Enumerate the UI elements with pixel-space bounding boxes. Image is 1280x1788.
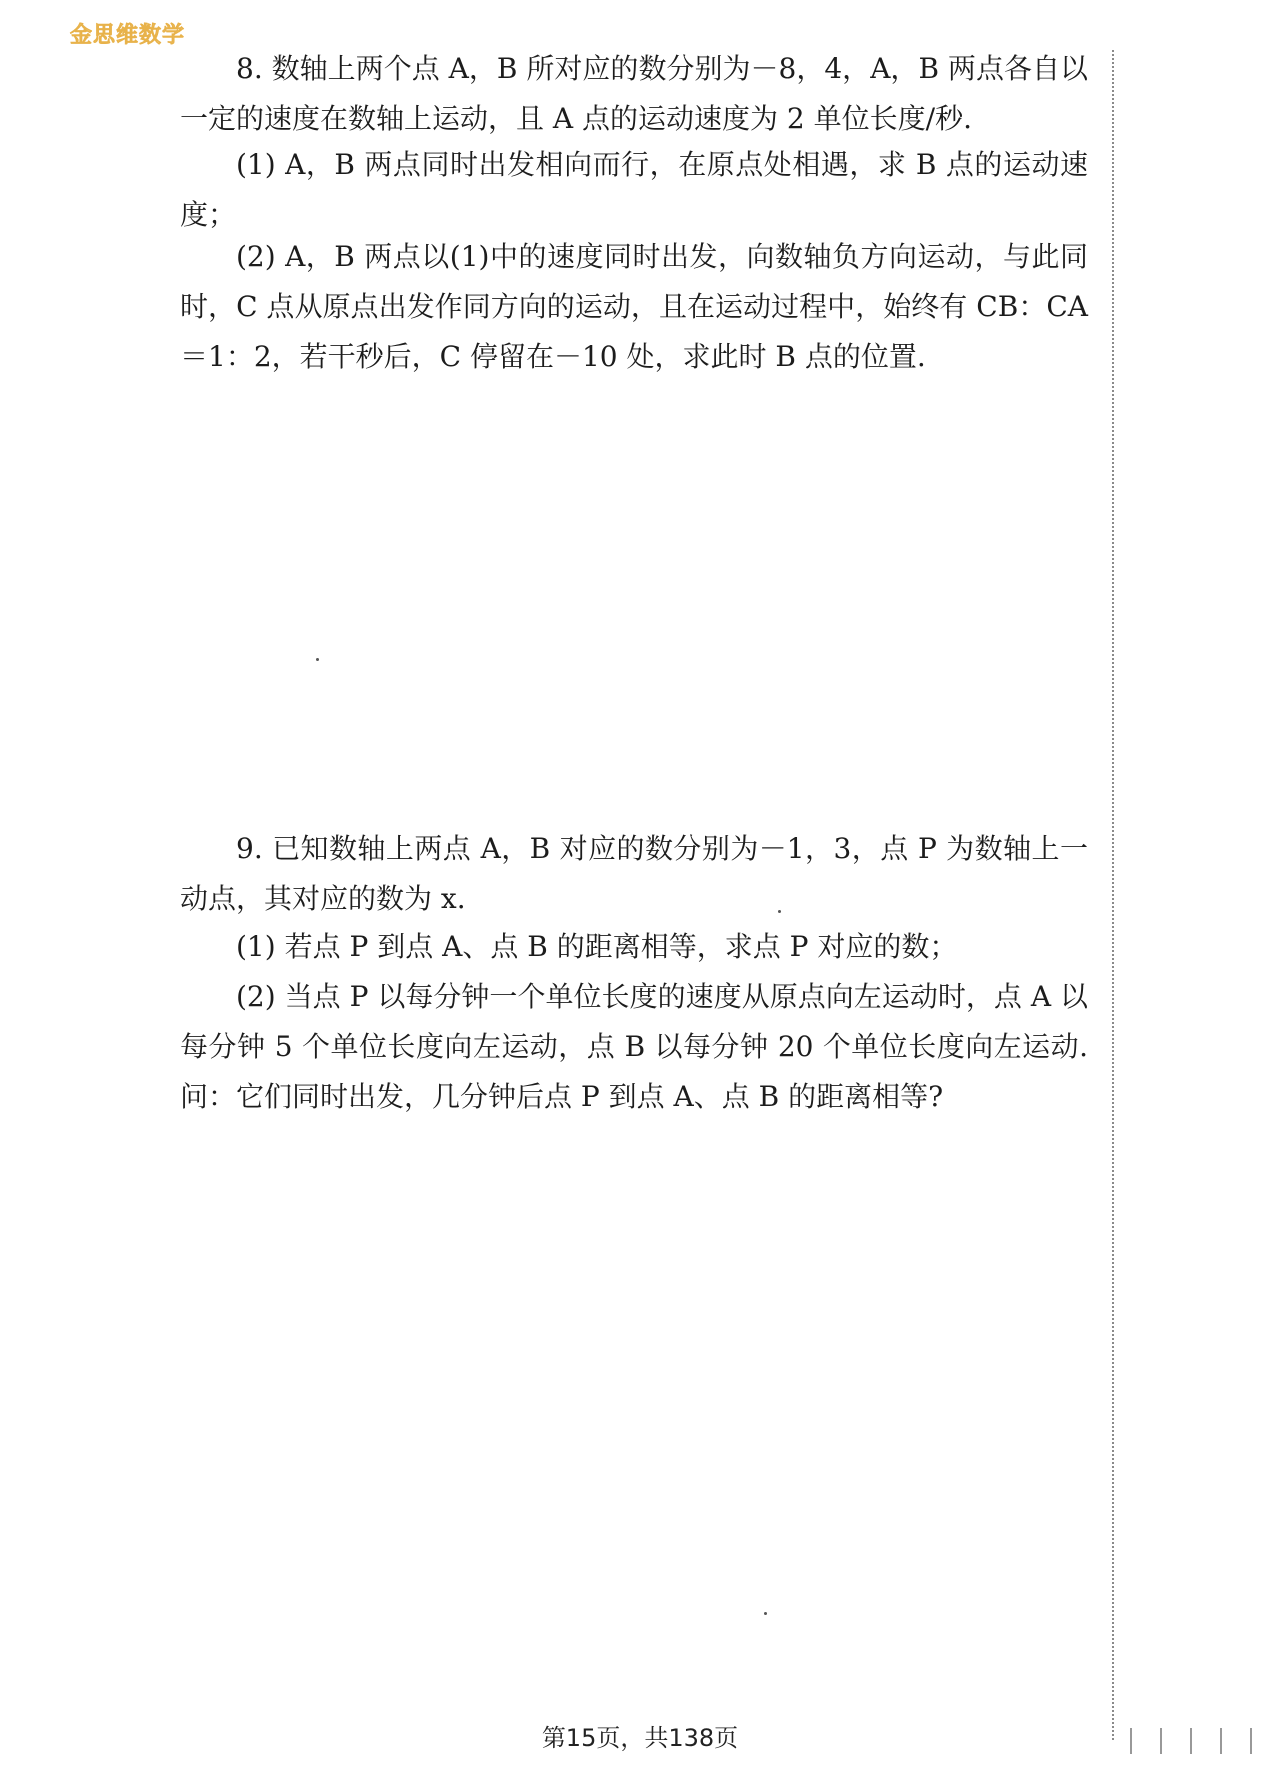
scan-edge-marks bbox=[1120, 1728, 1260, 1758]
binding-margin-line bbox=[1112, 50, 1114, 1740]
question-8-part-2: (2) A，B 两点以(1)中的速度同时出发，向数轴负方向运动，与此同时，C 点从原点出发作同方向的运动，且在运动过程中，始终有 CB：CA＝1：2，若干秒后，C 停留在－10 处，求此时 B 点的位置. bbox=[180, 240, 1088, 373]
page-number-label: 第15页，共138页 bbox=[541, 1724, 739, 1752]
scan-speck bbox=[778, 910, 781, 913]
scan-speck bbox=[764, 1612, 767, 1615]
question-8-stem: 8. 数轴上两个点 A，B 所对应的数分别为－8，4，A，B 两点各自以一定的速度在数轴上运动，且 A 点的运动速度为 2 单位长度/秒. bbox=[180, 52, 1088, 135]
watermark-logo: 金思维数学 bbox=[70, 23, 186, 48]
question-8-part-1: (1) A，B 两点同时出发相向而行，在原点处相遇，求 B 点的运动速度； bbox=[180, 148, 1088, 231]
question-9-stem: 9. 已知数轴上两点 A，B 对应的数分别为－1，3，点 P 为数轴上一动点，其对应的数为 x. bbox=[180, 832, 1088, 915]
question-9-part-1: (1) 若点 P 到点 A、点 B 的距离相等，求点 P 对应的数； bbox=[236, 930, 958, 963]
scan-speck bbox=[316, 658, 319, 661]
question-9-part-2: (2) 当点 P 以每分钟一个单位长度的速度从原点向左运动时，点 A 以每分钟 5 个单位长度向左运动，点 B 以每分钟 20 个单位长度向左运动. 问：它们同时出发，几分钟后点 P 到点 A、点 B 的距离相等? bbox=[180, 980, 1088, 1113]
